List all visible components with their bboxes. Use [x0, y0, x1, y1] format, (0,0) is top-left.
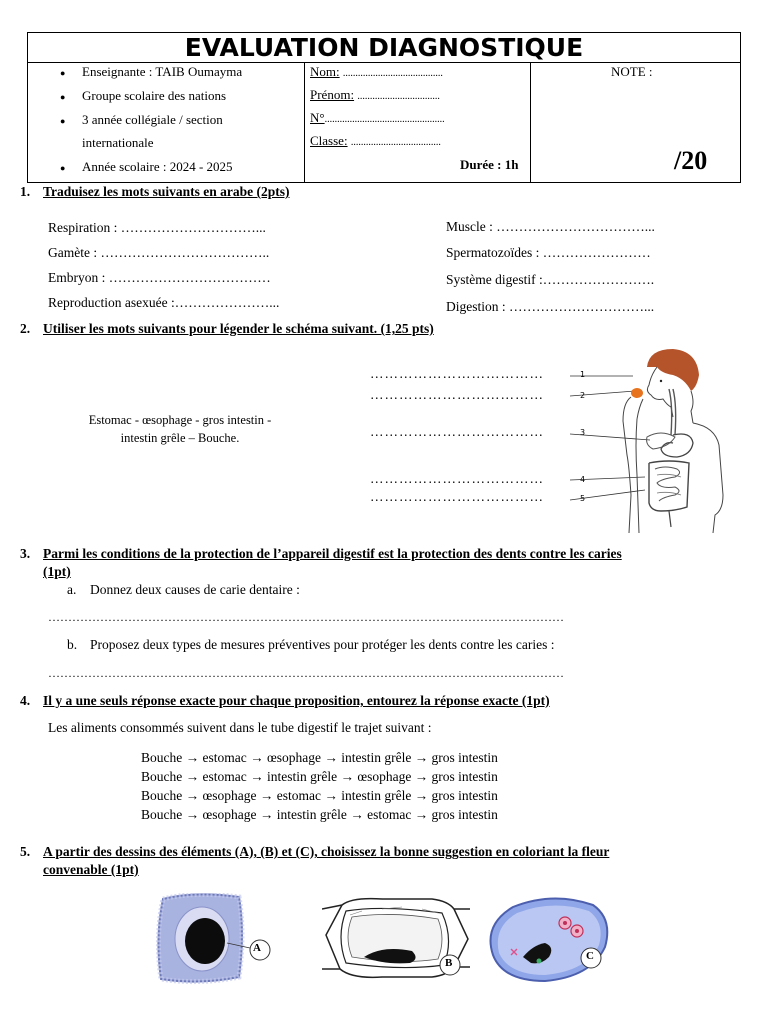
- q2-title: Utiliser les mots suivants pour légender le schéma suivant. (1,25 pts): [43, 321, 434, 336]
- diagram-label-3: 3: [580, 428, 586, 437]
- classe-field[interactable]: [310, 133, 441, 149]
- bullet: ●: [60, 116, 66, 126]
- bullet: ●: [60, 163, 66, 173]
- q3b-text: Proposez deux types de mesures préventives pour protéger les dents contre les caries :: [90, 637, 555, 652]
- q2-word-bank-line2: intestin grêle – Bouche.: [120, 431, 240, 445]
- diagram-label-2: 2: [580, 391, 586, 400]
- note-score: /20: [674, 146, 708, 175]
- duration: Durée : 1h: [460, 157, 519, 172]
- q3a-answer-line[interactable]: …………………………………………………………………………………………………………………: [48, 610, 564, 624]
- q3-title-line2: (1pt): [43, 564, 71, 579]
- q5-title-line1: A partir des dessins des éléments (A), (B) et (C), choisissez la bonne suggestion en coloriant la fleur: [43, 844, 610, 859]
- bullet: ●: [60, 68, 66, 78]
- info-school: Groupe scolaire des nations: [82, 88, 227, 103]
- q1-item-muscle[interactable]: Muscle : ……………………………...: [446, 219, 655, 234]
- bullet: ●: [60, 92, 66, 102]
- q3-title-line1: Parmi les conditions de la protection de l’appareil digestif est la protection des dents contre les caries: [43, 546, 622, 561]
- number-label: N°: [310, 110, 325, 125]
- info-year: Année scolaire : 2024 - 2025: [82, 159, 233, 174]
- header-divider-1: [304, 63, 305, 183]
- cell-c-label: C: [586, 950, 594, 962]
- q2-answer-line-2[interactable]: ………………………………: [370, 387, 544, 402]
- cell-b-label: B: [445, 957, 453, 969]
- q1-title: Traduisez les mots suivants en arabe (2pts): [43, 184, 290, 199]
- q2-answer-line-4[interactable]: ………………………………: [370, 471, 544, 486]
- cell-a-label: A: [253, 942, 261, 954]
- diagram-label-1: 1: [580, 370, 586, 379]
- q1-item-spermatozoides[interactable]: Spermatozoïdes : ……………………: [446, 245, 651, 260]
- nom-label: Nom:: [310, 64, 340, 79]
- q5-number: 5.: [20, 844, 31, 859]
- q3b-answer-line[interactable]: …………………………………………………………………………………………………………………: [48, 666, 564, 680]
- nom-field[interactable]: [310, 64, 443, 80]
- q2-answer-line-3[interactable]: ………………………………: [370, 424, 544, 439]
- q1-item-respiration[interactable]: Respiration : …………………………...: [48, 220, 266, 235]
- q1-item-gamete[interactable]: Gamète : ………………………………..: [48, 245, 270, 260]
- page-title: EVALUATION DIAGNOSTIQUE: [27, 32, 741, 63]
- prenom-label: Prénom:: [310, 87, 355, 102]
- number-dots: ................................................: [324, 114, 445, 125]
- info-teacher: Enseignante : TAIB Oumayma: [82, 64, 243, 79]
- diagram-label-5: 5: [580, 494, 586, 503]
- q1-item-embryon[interactable]: Embryon : ………………………………: [48, 270, 271, 285]
- classe-dots: ....................................: [350, 137, 441, 148]
- header-divider-2: [530, 63, 531, 183]
- q3-number: 3.: [20, 546, 31, 561]
- q2-answer-line-1[interactable]: ………………………………: [370, 366, 544, 381]
- info-class-level: 3 année collégiale / section: [82, 112, 223, 127]
- cell-c-drawing: [483, 895, 618, 985]
- cell-a-drawing: [155, 893, 285, 988]
- prenom-field[interactable]: [310, 87, 440, 103]
- q2-word-bank-line1: Estomac - œsophage - gros intestin -: [88, 413, 272, 427]
- q4-option-2[interactable]: Bouche → estomac → intestin grêle → œsophage → gros intestin: [141, 769, 498, 784]
- q2-number: 2.: [20, 321, 31, 336]
- prenom-dots: .................................: [357, 91, 440, 102]
- q1-item-digestion[interactable]: Digestion : …………………………...: [446, 299, 655, 314]
- q3a-text: Donnez deux causes de carie dentaire :: [90, 582, 300, 597]
- digestive-system-diagram: [565, 345, 730, 535]
- q4-title: Il y a une seuls réponse exacte pour chaque proposition, entourez la réponse exacte (1pt): [43, 693, 550, 708]
- nom-dots: ........................................: [342, 68, 443, 79]
- q4-option-1[interactable]: Bouche → estomac → œsophage → intestin grêle → gros intestin: [141, 750, 498, 765]
- q4-option-4[interactable]: Bouche → œsophage → intestin grêle → estomac → gros intestin: [141, 807, 498, 822]
- q5-title-line2: convenable (1pt): [43, 862, 139, 877]
- q1-item-systeme-digestif[interactable]: Système digestif :…………………….: [446, 272, 655, 287]
- info-section: internationale: [82, 135, 154, 150]
- q2-answer-line-5[interactable]: ………………………………: [370, 489, 544, 504]
- q1-number: 1.: [20, 184, 31, 199]
- q3a-label: a.: [67, 582, 77, 597]
- q4-intro: Les aliments consommés suivent dans le tube digestif le trajet suivant :: [48, 720, 432, 735]
- note-label: NOTE :: [611, 64, 653, 79]
- q3b-label: b.: [67, 637, 78, 652]
- food-icon: [631, 388, 643, 398]
- q4-number: 4.: [20, 693, 31, 708]
- q2-word-bank: [70, 411, 290, 447]
- classe-label: Classe:: [310, 133, 348, 148]
- q1-item-reproduction[interactable]: Reproduction asexuée :…………………...: [48, 295, 280, 310]
- number-field[interactable]: [310, 110, 445, 126]
- diagram-label-4: 4: [580, 475, 586, 484]
- q4-option-3[interactable]: Bouche → œsophage → estomac → intestin grêle → gros intestin: [141, 788, 498, 803]
